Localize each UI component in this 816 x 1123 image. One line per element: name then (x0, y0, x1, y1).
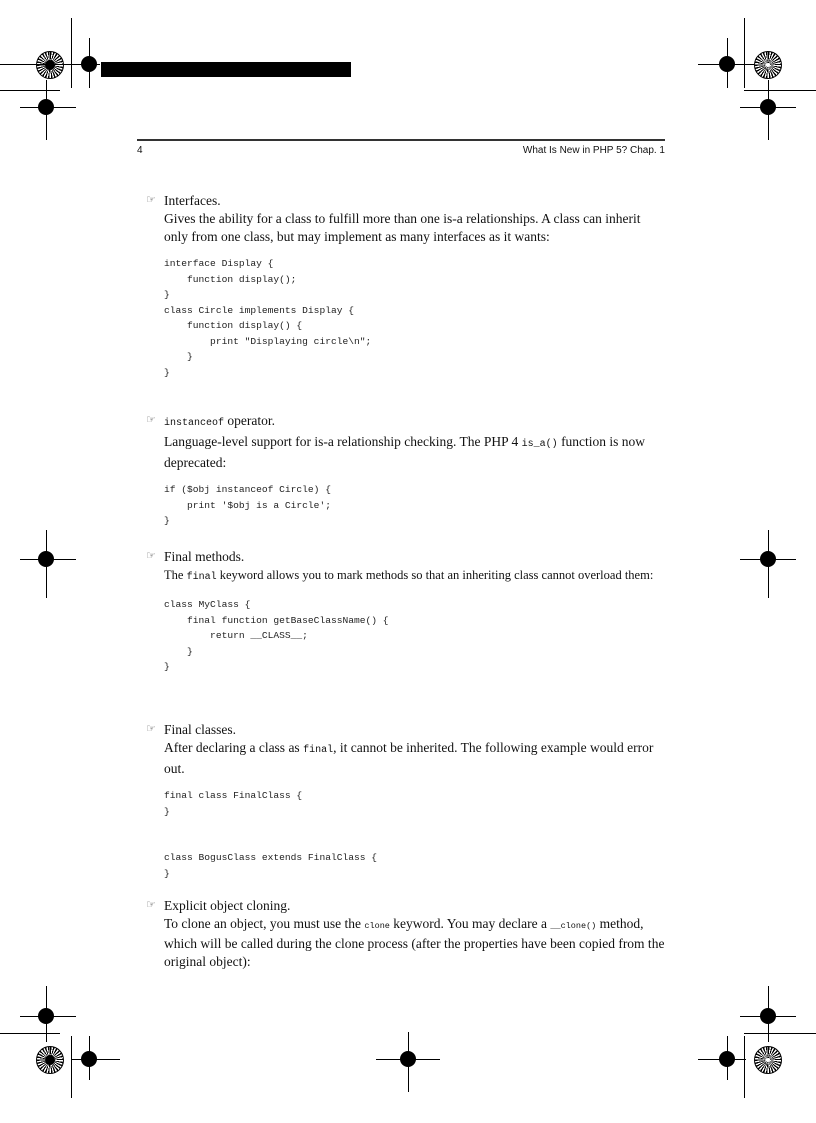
body-text: method, which will be called during the clone process (after the properties have been copied from the original object): (164, 916, 665, 969)
crop-mark-icon (89, 1036, 90, 1080)
section-title: Final classes. (164, 722, 236, 737)
section-body (164, 915, 666, 971)
section-body (164, 433, 666, 472)
code-block: class MyClass { final function getBaseClassName() { return __CLASS__; } } (164, 599, 389, 672)
crop-mark-icon (698, 64, 754, 65)
pointing-hand-icon: ☞ (146, 549, 156, 562)
crop-mark-icon (768, 80, 769, 140)
crop-mark-icon (0, 1033, 60, 1034)
crop-mark-icon (698, 1059, 746, 1060)
body-text: Language-level support for is-a relationship checking. The PHP 4 (164, 434, 522, 449)
section-title (164, 412, 666, 433)
body-text: , it cannot be inherited. The following example would error out. (164, 740, 654, 776)
inline-code: clone (364, 921, 390, 931)
crop-mark-icon (20, 1016, 76, 1017)
crop-mark-icon (72, 1059, 120, 1060)
crop-mark-icon (89, 38, 90, 88)
title-text: operator. (224, 413, 275, 428)
section-title: Explicit object cloning. (164, 898, 291, 913)
code-block: final class FinalClass { } class BogusClass extends FinalClass { } (164, 790, 378, 879)
crop-mark-icon (727, 1036, 728, 1080)
crop-mark-icon (768, 530, 769, 598)
registration-mark-icon (36, 1046, 64, 1074)
inline-code: __clone() (550, 921, 597, 931)
section-instanceof (146, 412, 666, 529)
pointing-hand-icon: ☞ (146, 193, 156, 206)
body-text: After declaring a class as (164, 740, 304, 755)
crop-mark-icon (71, 1036, 72, 1098)
section-cloning (146, 897, 666, 971)
crop-mark-icon (744, 1036, 745, 1098)
crop-mark-icon (744, 90, 816, 91)
section-body (164, 739, 666, 778)
section-interfaces (146, 192, 666, 380)
inline-code: final (303, 745, 334, 756)
crop-mark-icon (20, 107, 76, 108)
registration-mark-icon (754, 1046, 782, 1074)
pointing-hand-icon: ☞ (146, 722, 156, 735)
registration-mark-icon (36, 51, 64, 79)
crop-mark-icon (744, 1033, 816, 1034)
body-text: The (164, 568, 187, 582)
crop-mark-icon (744, 18, 745, 88)
body-text: keyword. You may declare a (389, 916, 551, 931)
running-head: What Is New in PHP 5? Chap. 1 (522, 145, 665, 156)
section-final-classes (146, 721, 666, 881)
section-final-methods (146, 548, 666, 675)
pointing-hand-icon: ☞ (146, 898, 156, 911)
body-text: To clone an object, you must use the (164, 916, 365, 931)
body-text: function is now deprecated: (164, 434, 646, 470)
header-rule (137, 139, 665, 141)
code-block: if ($obj instanceof Circle) { print '$obj is a Circle'; } (164, 484, 331, 526)
code-block: interface Display { function display(); } class Circle implements Display { function display() { print "Displaying circle\n"; } } (164, 258, 372, 378)
crop-mark-icon (46, 530, 47, 598)
inline-code: is_a() (521, 439, 558, 450)
inline-code: final (186, 572, 217, 583)
section-title: Interfaces. (164, 193, 221, 208)
crop-mark-icon (20, 559, 76, 560)
section-title: Final methods. (164, 549, 245, 564)
crop-mark-icon (46, 80, 47, 140)
inline-code: instanceof (164, 418, 225, 429)
pointing-hand-icon: ☞ (146, 413, 156, 426)
page-number: 4 (137, 145, 143, 156)
section-body: Gives the ability for a class to fulfill more than one is-a relationships. A class can inherit only from one class, but may implement as many interfaces as it wants: (164, 211, 641, 244)
section-body (164, 566, 666, 587)
body-text: keyword allows you to mark methods so that an inheriting class cannot overload them: (216, 568, 654, 582)
crop-mark-icon (727, 38, 728, 88)
crop-mark-icon (71, 18, 72, 88)
black-bar (101, 62, 351, 77)
crop-mark-icon (408, 1032, 409, 1092)
crop-mark-icon (0, 90, 60, 91)
registration-mark-icon (754, 51, 782, 79)
